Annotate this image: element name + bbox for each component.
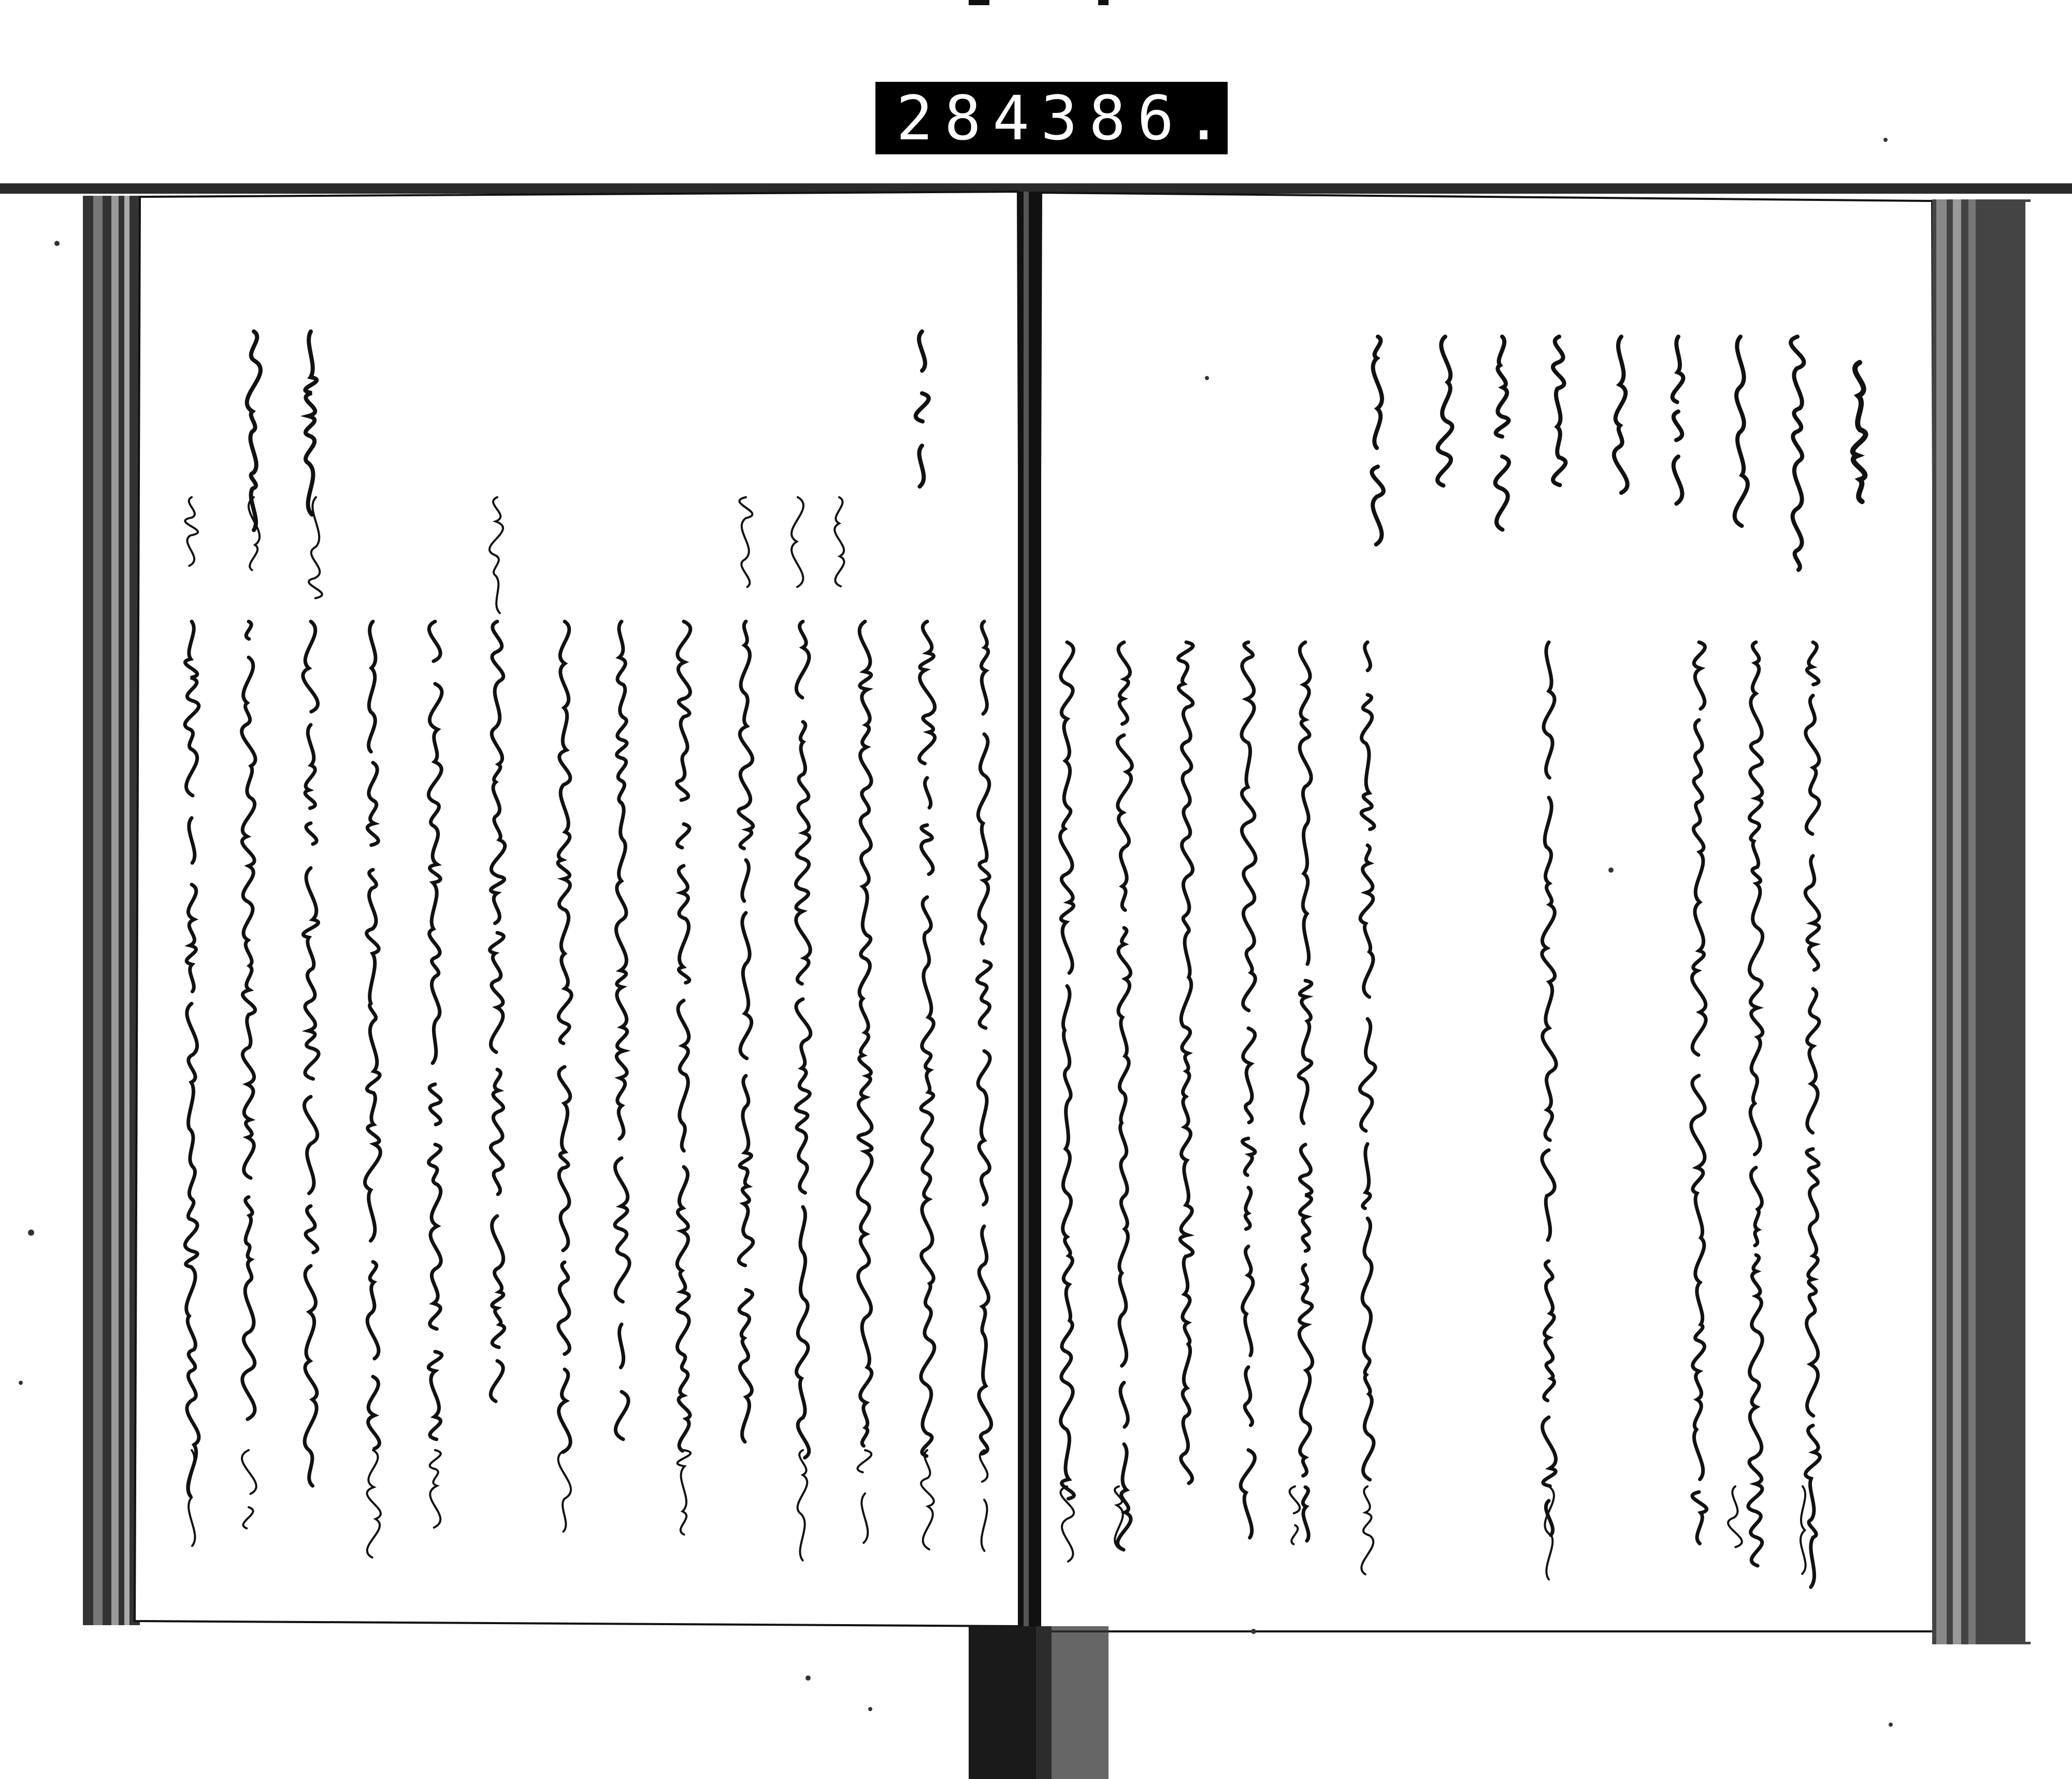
gutter [1018, 192, 1041, 1637]
frame-number-right: 386. [1041, 82, 1234, 154]
frame-number-plate [875, 82, 1234, 154]
left-page [83, 192, 1023, 1626]
binding-shadow [969, 1626, 1109, 1779]
frame-number-left: 284 [896, 82, 1041, 154]
